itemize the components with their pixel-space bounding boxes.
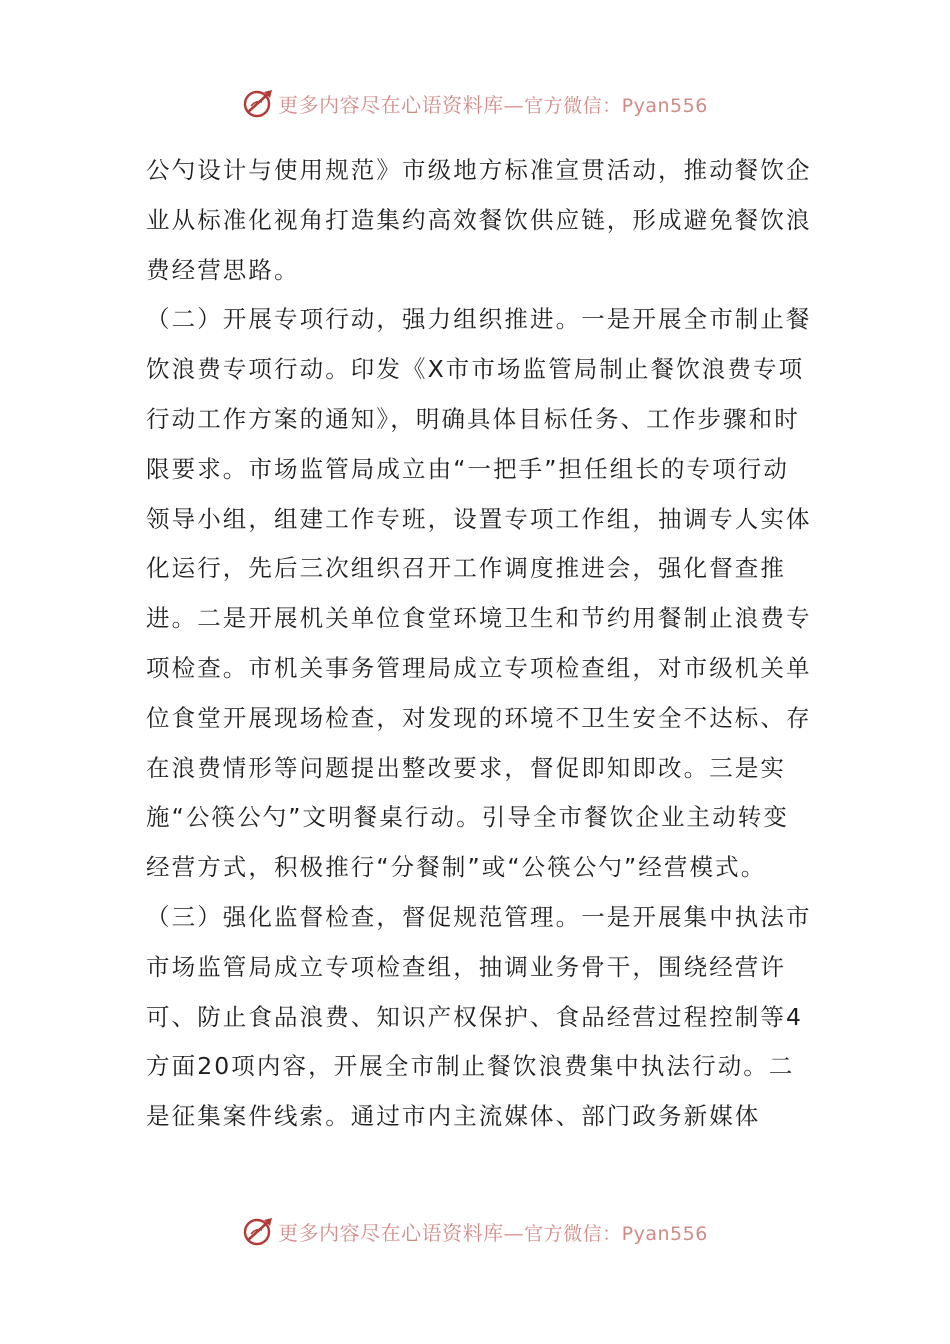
pen-logo-icon (242, 86, 276, 120)
banner-wechat-text: 官方微信：Pyan556 (524, 1222, 708, 1245)
pen-logo-icon (242, 1214, 276, 1248)
paragraph-1: 公勺设计与使用规范》市级地方标准宣贯活动，推动餐饮企业从标准化视角打造集约高效餐饮供应链，形成避免餐饮浪费经营思路。 (146, 156, 812, 284)
document-body (146, 146, 812, 1142)
paragraph-2: （二）开展专项行动，强力组织推进。一是开展全市制止餐饮浪费专项行动。印发《X市市场监管局制止餐饮浪费专项行动工作方案的通知》，明确具体目标任务、工作步骤和时限要求。市场监管局成立由“一把手”担任组长的专项行动领导小组，组建工作专班，设置专项工作组，抽调专人实体化运行，先后三次组织召开工作调度推进会，强化督查推进。二是开展机关单位食堂环境卫生和节约用餐制止浪费专项检查。市机关事务管理局成立专项检查组，对市级机关单位食堂开展现场检查，对发现的环境不卫生安全不达标、存在浪费情形等问题提出整改要求，督促即知即改。三是实施“公筷公勺”文明餐桌行动。引导全市餐饮企业主动转变经营方式，积极推行“分餐制”或“公筷公勺”经营模式。 (146, 305, 812, 882)
header-banner (0, 83, 950, 123)
banner-site-text: 更多内容尽在心语资料库— (278, 1220, 525, 1245)
banner-site-text: 更多内容尽在心语资料库— (278, 92, 525, 117)
footer-banner (0, 1211, 950, 1251)
banner-wechat-text: 官方微信：Pyan556 (524, 94, 708, 117)
paragraph-3: （三）强化监督检查，督促规范管理。一是开展集中执法市市场监管局成立专项检查组，抽调业务骨干，围绕经营许可、防止食品浪费、知识产权保护、食品经营过程控制等4方面20项内容，开展全市制止餐饮浪费集中执法行动。二是征集案件线索。通过市内主流媒体、部门政务新媒体 (146, 902, 812, 1131)
